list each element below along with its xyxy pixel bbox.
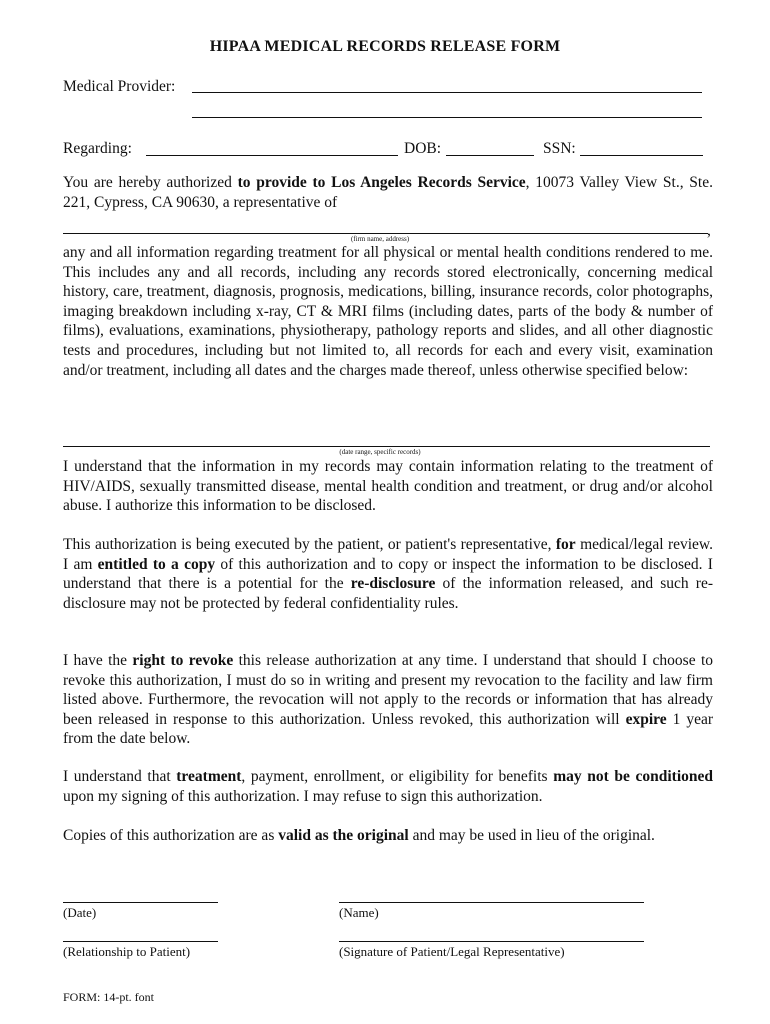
information-paragraph: any and all information regarding treatment for all physical or mental health conditions rendered to me. This includes any and all records, including any records stored electronically, concerning medical history, care, treatment, diagnosis, prognosis, medications, billing, insurance records, color photographs, imaging breakdown including x-ray, CT & MRI films (including dates, parts of the body & number of films), evaluations, examinations, physiotherapy, pathology reports and slides, and all other diagnostic tests and procedures, including but not limited to, all records for each and every visit, examination and/or treatment, including all dates and the charges made thereof, unless otherwise specified below: <box>63 244 713 379</box>
date-range-caption: (date range, specific records) <box>339 448 421 456</box>
exec-text-a: This authorization is being executed by the patient, or patient's representative, <box>63 536 556 553</box>
exec-text-e: of this authorization and to copy or inspect the information to be disclosed. I understand that there is a potential for the <box>63 555 713 593</box>
exec-text-b: for <box>555 536 576 553</box>
revoke-paragraph <box>63 651 713 749</box>
patient-signature-line[interactable] <box>339 941 644 942</box>
regarding-line[interactable] <box>146 155 398 156</box>
exec-text-f: re-disclosure <box>350 575 436 593</box>
revoke-text-b: right to revoke <box>132 652 234 669</box>
dob-label: DOB: <box>404 140 442 157</box>
hiv-paragraph: I understand that the information in my records may contain information relating to the treatment of HIV/AIDS, sexually transmitted disease, mental health condition and treatment, or drug and/or alcohol abuse. I authorize this information to be disclosed. <box>63 458 713 515</box>
ssn-label: SSN: <box>543 140 576 157</box>
treat-text-b: treatment <box>176 768 242 785</box>
exec-text-g: of the information released, and such re-disclosure may not be protected by federal confidentiality rules. <box>63 575 713 612</box>
exec-text-d: entitled to a copy <box>97 555 216 573</box>
treat-text-d: may not be conditioned <box>553 768 713 785</box>
copies-text-c: and may be used in lieu of the original. <box>408 827 655 844</box>
treatment-paragraph <box>63 767 713 806</box>
auth-text-bold: to provide to Los Angeles Records Service <box>237 174 526 191</box>
execution-paragraph <box>63 535 713 613</box>
date-range-line[interactable] <box>63 446 710 447</box>
copies-text-a: Copies of this authorization are as <box>63 827 279 844</box>
revoke-text-a: I have the <box>63 652 133 669</box>
treat-text-e: upon my signing of this authorization. I may refuse to sign this authorization. <box>63 787 543 805</box>
date-signature-line[interactable] <box>63 902 218 903</box>
dob-line[interactable] <box>446 155 534 156</box>
treat-text-a: I understand that <box>63 768 177 785</box>
firm-line-comma: , <box>707 222 711 239</box>
medical-provider-line-1[interactable] <box>192 92 702 93</box>
revoke-text-d: expire <box>625 710 667 728</box>
authorization-paragraph <box>63 173 713 212</box>
auth-text-post: , 10073 Valley View St., Ste. 221, Cypress, CA 90630, a representative of <box>63 174 713 211</box>
revoke-text-e: 1 year from the date below. <box>63 710 714 748</box>
date-caption: (Date) <box>63 905 97 920</box>
copies-text-b: valid as the original <box>278 827 409 844</box>
revoke-text-c: this release authorization at any time. I understand that should I choose to revoke this authorization, I must do so in writing and present my revocation to the facility and law firm listed above. Furthermore, the revocation will not apply to the records or information that has already been released in response to this authorization. Unless revoked, this authorization will <box>63 652 713 728</box>
relationship-caption: (Relationship to Patient) <box>63 944 191 959</box>
exec-text-c: medical/legal review. I am <box>63 536 713 573</box>
form-footer: FORM: 14-pt. font <box>63 990 155 1004</box>
medical-provider-line-2[interactable] <box>192 117 702 118</box>
auth-text-pre: You are hereby authorized <box>63 174 238 191</box>
form-title: HIPAA MEDICAL RECORDS RELEASE FORM <box>209 38 561 55</box>
name-signature-line[interactable] <box>339 902 644 903</box>
relationship-signature-line[interactable] <box>63 941 218 942</box>
medical-provider-label: Medical Provider: <box>63 78 176 95</box>
firm-caption: (firm name, address) <box>350 235 410 243</box>
ssn-line[interactable] <box>580 155 703 156</box>
name-caption: (Name) <box>339 905 379 920</box>
firm-name-line[interactable] <box>63 233 708 234</box>
regarding-label: Regarding: <box>63 140 132 157</box>
treat-text-c: , payment, enrollment, or eligibility for benefits <box>241 768 554 785</box>
copies-paragraph <box>63 826 713 846</box>
signature-caption: (Signature of Patient/Legal Representative) <box>339 944 565 959</box>
